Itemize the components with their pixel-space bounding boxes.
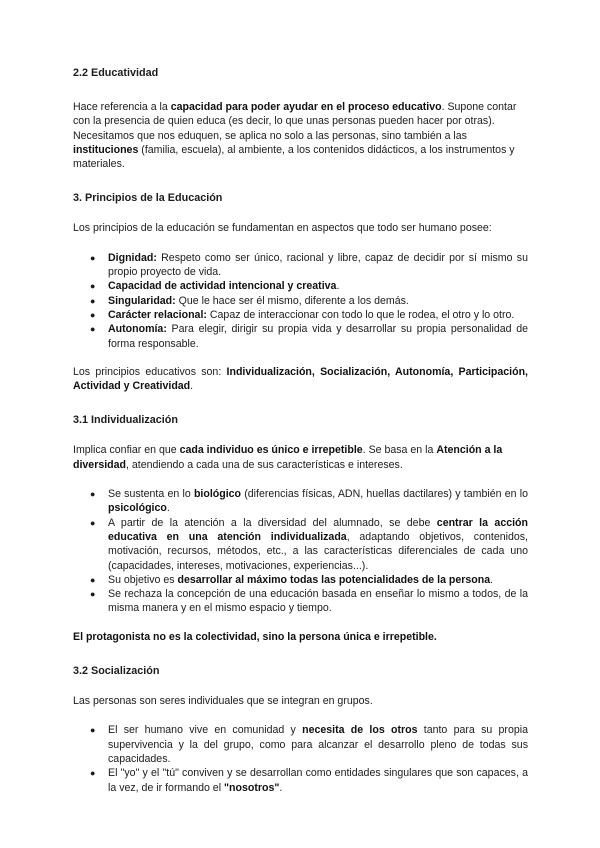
list-item: ● Carácter relacional: Capaz de interaccionar con todo lo que le rodea, el otro y lo otro. — [90, 308, 515, 321]
bullet-icon: ● — [90, 309, 96, 320]
section-3-1-conclusion: El protagonista no es la colectividad, sino la persona única e irrepetible. — [73, 630, 437, 643]
list-item: ● Se rechaza la concepción de una educación basada en enseñar lo mismo a todos, de la misma manera y en el mismo espacio y tiempo. — [90, 588, 528, 615]
bullet-icon: ● — [90, 252, 96, 263]
bullet-icon: ● — [90, 295, 96, 306]
list-item: ● A partir de la atención a la diversidad del alumnado, se debe centrar la acción educativa en una atención individualizada, adaptando objetivos, contenidos, motivación, recursos, métodos, etc., a las características diferenciales de cada uno (capacidades, intereses, motivaciones, experiencias...). — [90, 516, 528, 572]
list-item: ● Se sustenta en lo biológico (diferencias físicas, ADN, huellas dactilares) y también en lo psicológico. — [90, 488, 528, 515]
bullet-icon: ● — [90, 324, 96, 335]
list-item: ● Capacidad de actividad intencional y creativa. — [90, 280, 340, 293]
section-3-intro: Los principios de la educación se fundamentan en aspectos que todo ser humano posee: — [73, 222, 492, 235]
bullet-icon: ● — [90, 281, 96, 292]
bullet-icon: ● — [90, 725, 96, 736]
bullet-icon: ● — [90, 517, 96, 528]
list-item: ● Singularidad: Que le hace ser él mismo, diferente a los demás. — [90, 294, 409, 307]
bullet-icon: ● — [90, 574, 96, 585]
list-item: ● Su objetivo es desarrollar al máximo todas las potencialidades de la persona. — [90, 573, 494, 586]
principles-list — [73, 251, 528, 351]
section-3-2-title: 3.2 Socialización — [73, 665, 160, 678]
section-2-2-paragraph: Hace referencia a la capacidad para poder ayudar en el proceso educativo. Supone contar con la presencia de quien educa (es decir, lo que unas personas pueden hacer por otras). Necesitamos que nos eduquen, se aplica no solo a las personas, sino también a las instituciones (familia, escuela), al ambiente, a los contenidos didácticos, a los instrumentos y materiales. — [73, 101, 517, 171]
section-3-1-paragraph: Implica confiar en que cada individuo es único e irrepetible. Se basa en la Atención a la diversidad, atendiendo a cada una de sus características e intereses. — [73, 444, 503, 471]
section-3-2-intro: Las personas son seres individuales que se integran en grupos. — [73, 695, 373, 708]
list-item: ● El "yo" y el "tú" conviven y se desarrollan como entidades singulares que son capaces, a la vez, de ir formando el "nosotros". — [90, 767, 528, 794]
individualization-list — [73, 487, 528, 616]
section-3-summary: Los principios educativos son: Individualización, Socialización, Autonomía, Participación, Actividad y Creatividad. — [73, 365, 528, 393]
list-item: ● Autonomía: Para elegir, dirigir su propia vida y desarrollar su propia personalidad de forma responsable. — [90, 323, 528, 350]
bullet-icon: ● — [90, 589, 96, 600]
socialization-list — [73, 723, 528, 794]
bullet-icon: ● — [90, 768, 96, 779]
document-content — [73, 66, 528, 795]
section-3-title: 3. Principios de la Educación — [73, 192, 223, 205]
section-2-2-title: 2.2 Educatividad — [73, 67, 159, 79]
bullet-icon: ● — [90, 489, 96, 500]
list-item: ● El ser humano vive en comunidad y necesita de los otros tanto para su propia supervivencia y la del grupo, como para alcanzar el desarrollo pleno de todas sus capacidades. — [90, 724, 528, 765]
section-3-1-title: 3.1 Individualización — [73, 414, 178, 427]
list-item: ● Dignidad: Respeto como ser único, racional y libre, capaz de decidir por sí mismo su propio proyecto de vida. — [90, 251, 528, 279]
